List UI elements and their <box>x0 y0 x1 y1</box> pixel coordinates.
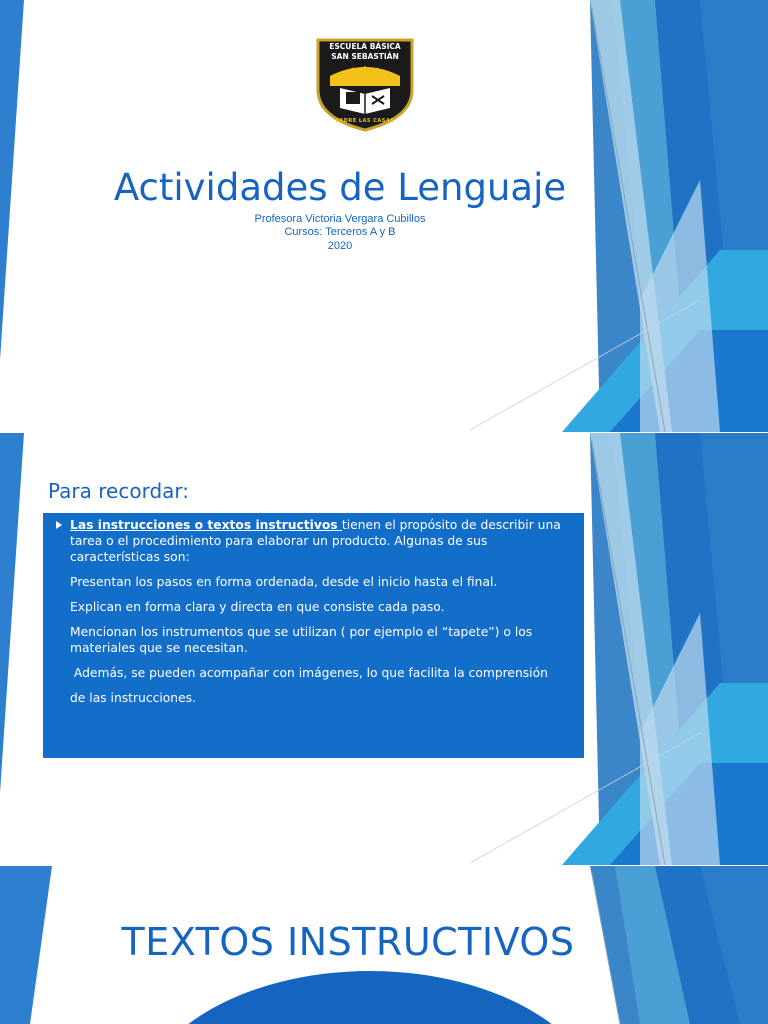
section-title: TEXTOS INSTRUCTIVOS <box>121 920 575 964</box>
list-item: de las instrucciones. <box>70 691 196 705</box>
content-box <box>43 513 584 758</box>
subtitle-courses: Cursos: Terceros A y B <box>284 226 396 238</box>
list-item: Mencionan los instrumentos que se utilizan ( por ejemplo el “tapete”) o los materiales que se necesitan. <box>70 625 533 655</box>
list-item: Explican en forma clara y directa en que consiste cada paso. <box>70 600 445 614</box>
slide-title <box>0 0 768 432</box>
list-item: Presentan los pasos en forma ordenada, desde el inicio hasta el final. <box>70 575 498 589</box>
logo-motto: PADRE LAS CASAS <box>335 118 395 124</box>
presentation-title: Actividades de Lenguaje <box>113 166 567 209</box>
slide-textos-instructivos <box>0 866 768 1024</box>
intro-rest: tienen el propósito de describir una tarea o el procedimiento para elaborar un producto. Algunas de sus características son: <box>70 518 561 564</box>
intro-lead: Las instrucciones o textos instructivos <box>70 518 342 532</box>
subtitle-year: 2020 <box>327 240 353 252</box>
logo-text-line1: ESCUELA BÁSICA <box>329 42 401 51</box>
list-item: Además, se pueden acompañar con imágenes, lo que facilita la comprensión <box>70 666 548 680</box>
intro-paragraph <box>70 517 572 565</box>
school-logo <box>316 38 414 132</box>
logo-text-line2: SAN SEBASTIÁN <box>331 52 399 61</box>
section-heading: Para recordar: <box>48 479 190 503</box>
bullet-arrow-icon <box>56 521 62 529</box>
slide-para-recordar <box>0 433 768 865</box>
subtitle-teacher: Profesora Victoria Vergara Cubillos <box>254 213 426 225</box>
